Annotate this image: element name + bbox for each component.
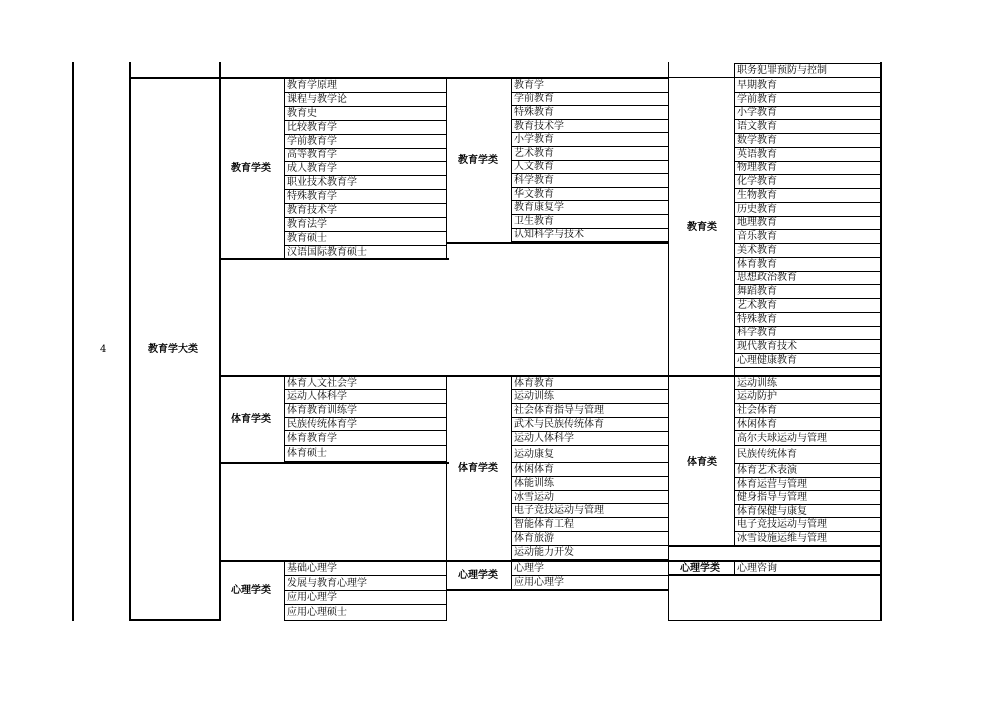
psy-undergrad-list-left: [284, 562, 285, 621]
pe-voc-item: 运动防护: [737, 391, 777, 402]
edu-undergrad-row-border: [284, 92, 446, 93]
pe-mid-item: 运动训练: [514, 391, 554, 402]
edu-voc-item: 英语教育: [737, 148, 777, 160]
pe-voc-row-border: [734, 463, 880, 464]
edu-voc-group-label: 教育类: [687, 222, 717, 233]
pe-voc-item: 高尔夫球运动与管理: [737, 432, 827, 444]
pe-voc-item: 体育艺术表演: [737, 465, 797, 476]
edu-voc-item: 心理健康教育: [737, 354, 797, 366]
pe-mid-item: 休闲体育: [514, 464, 554, 475]
pe-mid-row-border: [511, 445, 668, 446]
edu-voc-item: 学前教育: [737, 93, 777, 105]
edu-voc-item: 舞蹈教育: [737, 286, 777, 298]
edu-mid-item: 华文教育: [514, 188, 554, 200]
pe-mid-row-border: [511, 462, 668, 463]
edu-voc-row-border: [734, 188, 880, 189]
edu-voc-item: 地理教育: [737, 217, 777, 229]
psy-voc-bottom: [668, 574, 882, 576]
edu-mid-item: 教育技术学: [514, 120, 564, 132]
edu-undergrad-row-border: [284, 134, 446, 135]
psy-undergrad-item: 发展与教育心理学: [287, 577, 367, 589]
edu-mid-group-label: 教育学类: [458, 155, 498, 166]
edu-voc-row-border: [734, 353, 880, 354]
pe-undergrad-group-label: 体育学类: [231, 414, 271, 425]
edu-undergrad-item: 教育史: [287, 107, 317, 119]
pe-voc-item: 社会体育: [737, 405, 777, 416]
pe-mid-item: 运动康复: [514, 448, 554, 460]
edu-undergrad-item: 特殊教育学: [287, 191, 337, 203]
pe-mid-row-border: [511, 389, 668, 390]
psy-undergrad-item: 基础心理学: [287, 563, 337, 574]
pe-mid-item: 冰雪运动: [514, 491, 554, 503]
pe-undergrad-item: 体育教育训练学: [287, 405, 357, 416]
pe-mid-row-border: [511, 503, 668, 504]
psy-undergrad-row-border: [284, 604, 446, 605]
pe-undergrad-item: 体育硕士: [287, 448, 327, 459]
pe-voc-item: 休闲体育: [737, 418, 777, 430]
psy-block-top: [219, 560, 882, 562]
edu-undergrad-row-border: [284, 120, 446, 121]
edu-mid-item: 人文教育: [514, 161, 554, 173]
carry-top: [734, 63, 882, 64]
edu-mid-item: 学前教育: [514, 93, 554, 105]
pe-mid-group-label: 体育学类: [458, 463, 498, 474]
psy-undergrad-item: 应用心理硕士: [287, 607, 347, 618]
edu-voc-row-border: [734, 133, 880, 134]
mid-voc-border: [668, 62, 669, 621]
pe-undergrad-item: 体育教育学: [287, 432, 337, 444]
psy-undergrad-item: 应用心理学: [287, 592, 337, 603]
pe-voc-row-border: [734, 445, 880, 446]
edu-undergrad-item: 教育法学: [287, 218, 327, 230]
psy-voc-group-label: 心理学类: [680, 563, 720, 574]
pe-undergrad-item: 运动人体科学: [287, 391, 347, 402]
edu-mid-bottom: [446, 242, 669, 244]
edu-undergrad-row-border: [284, 231, 446, 232]
edu-mid-item: 小学教育: [514, 134, 554, 146]
pe-undergrad-row-border: [284, 389, 446, 390]
pe-voc-row-border: [734, 430, 880, 431]
pe-undergrad-row-border: [284, 430, 446, 431]
edu-mid-item: 特殊教育: [514, 107, 554, 118]
edu-voc-row-border: [734, 202, 880, 203]
edu-voc-item: 科学教育: [737, 327, 777, 339]
pe-mid-row-border: [511, 531, 668, 532]
pe-voc-group-label: 体育类: [687, 457, 717, 468]
edu-undergrad-item: 职业技术教育学: [287, 177, 357, 189]
edu-voc-row-border: [734, 257, 880, 258]
left-border: [72, 62, 74, 621]
edu-undergrad-item: 汉语国际教育硕士: [287, 246, 367, 258]
edu-voc-row-border: [734, 298, 880, 299]
psy-mid-list-left: [511, 562, 512, 590]
edu-undergrad-row-border: [284, 245, 446, 246]
row-number-border: [129, 62, 131, 621]
pe-undergrad-row-border: [284, 445, 446, 446]
pe-mid-item: 社会体育指导与管理: [514, 405, 604, 416]
pe-mid-row-border: [511, 431, 668, 432]
edu-undergrad-item: 教育硕士: [287, 232, 327, 244]
edu-voc-row-border: [734, 312, 880, 313]
edu-voc-row-border: [734, 243, 880, 244]
edu-undergrad-item: 教育学原理: [287, 79, 337, 91]
psy-mid-bottom: [446, 589, 669, 591]
pe-voc-row-border: [734, 389, 880, 390]
edu-voc-row-border: [734, 92, 880, 93]
edu-mid-item: 教育学: [514, 79, 544, 91]
pe-voc-item: 电子竞技运动与管理: [737, 519, 827, 530]
pe-mid-item: 电子竞技运动与管理: [514, 505, 604, 516]
edu-voc-row-border: [734, 367, 880, 368]
pe-mid-row-border: [511, 545, 668, 546]
edu-voc-item: 小学教育: [737, 107, 777, 119]
psy-mid-row-border: [511, 575, 668, 576]
edu-voc-item: 艺术教育: [737, 299, 777, 311]
edu-voc-item: 语文教育: [737, 121, 777, 133]
psy-mid-item: 应用心理学: [514, 577, 564, 588]
pe-mid-item: 运动能力开发: [514, 547, 574, 558]
pe-mid-list-left: [511, 377, 512, 560]
category-bottom: [129, 619, 221, 621]
edu-voc-item: 思想政治教育: [737, 272, 797, 284]
edu-undergrad-group-label: 教育学类: [231, 163, 271, 174]
pe-voc-item: 体育运营与管理: [737, 478, 807, 490]
edu-voc-item: 音乐教育: [737, 231, 777, 243]
edu-voc-item: 美术教育: [737, 244, 777, 256]
pe-voc-item: 体育保健与康复: [737, 505, 807, 517]
right-border: [880, 62, 882, 621]
psy-undergrad-row-border: [284, 590, 446, 591]
pe-undergrad-bottom: [219, 462, 449, 464]
top-carry-item: 职务犯罪预防与控制: [737, 65, 827, 76]
pe-mid-item: 体育教育: [514, 377, 554, 389]
pe-undergrad-row-border: [284, 403, 446, 404]
edu-undergrad-row-border: [284, 203, 446, 204]
pe-mid-item: 运动人体科学: [514, 433, 574, 444]
pe-undergrad-list-right: [446, 377, 447, 621]
pe-voc-row-border: [734, 490, 880, 491]
pe-mid-item: 体能训练: [514, 478, 554, 489]
psy-undergrad-row-border: [284, 620, 446, 621]
edu-voc-row-border: [734, 147, 880, 148]
edu-block-bottom: [219, 258, 449, 260]
edu-undergrad-item: 课程与教学论: [287, 93, 347, 105]
category-border: [219, 62, 221, 621]
psy-undergrad-row-border: [284, 575, 446, 576]
edu-undergrad-item: 高等教育学: [287, 149, 337, 161]
pe-mid-item: 智能体育工程: [514, 519, 574, 530]
edu-undergrad-row-border: [284, 106, 446, 107]
edu-mid-item: 科学教育: [514, 175, 554, 186]
edu-mid-item: 卫生教育: [514, 215, 554, 227]
edu-voc-item: 特殊教育: [737, 313, 777, 325]
pe-voc-bottom: [668, 545, 882, 547]
edu-voc-list-left: [734, 79, 735, 376]
pe-mid-row-border: [511, 417, 668, 418]
pe-mid-item: 体育旅游: [514, 533, 554, 544]
pe-voc-item: 冰雪设施运维与管理: [737, 533, 827, 544]
edu-undergrad-row-border: [284, 217, 446, 218]
pe-voc-item: 民族传统体育: [737, 449, 797, 460]
edu-voc-item: 物理教育: [737, 162, 777, 174]
major-category: 教育学大类: [148, 344, 198, 355]
pe-mid-row-border: [511, 476, 668, 477]
pe-voc-row-border: [734, 403, 880, 404]
pe-mid-row-border: [511, 403, 668, 404]
edu-undergrad-item: 比较教育学: [287, 121, 337, 133]
pe-voc-item: 健身指导与管理: [737, 492, 807, 503]
voc-bottom: [668, 620, 882, 621]
edu-voc-item: 现代教育技术: [737, 341, 797, 353]
pe-mid-row-border: [511, 517, 668, 518]
pe-undergrad-item: 体育人文社会学: [287, 377, 357, 389]
edu-mid-item: 艺术教育: [514, 147, 554, 159]
edu-undergrad-item: 教育技术学: [287, 205, 337, 217]
pe-undergrad-item: 民族传统体育学: [287, 418, 357, 430]
pe-voc-row-border: [734, 531, 880, 532]
row-number: 4: [100, 344, 107, 355]
edu-mid-item: 教育康复学: [514, 202, 564, 214]
edu-voc-item: 历史教育: [737, 203, 777, 215]
edu-undergrad-item: 成人教育学: [287, 163, 337, 175]
edu-voc-item: 生物教育: [737, 189, 777, 201]
edu-undergrad-list-right: [446, 79, 447, 259]
row-top-border: [129, 77, 669, 79]
psy-undergrad-group-label: 心理学类: [231, 585, 271, 596]
psy-mid-item: 心理学: [514, 563, 544, 574]
row-top-border-right: [668, 77, 882, 78]
edu-voc-item: 早期教育: [737, 79, 777, 91]
edu-voc-item: 数学教育: [737, 134, 777, 146]
psy-mid-group-label: 心理学类: [458, 570, 498, 581]
edu-voc-item: 化学教育: [737, 176, 777, 188]
pe-mid-item: 武术与民族传统体育: [514, 419, 604, 430]
edu-voc-item: 体育教育: [737, 258, 777, 270]
edu-mid-item: 认知科学与技术: [514, 229, 584, 241]
edu-undergrad-item: 学前教育学: [287, 135, 337, 147]
psy-voc-item: 心理咨询: [737, 562, 777, 574]
pe-voc-row-border: [734, 517, 880, 518]
pe-voc-item: 运动训练: [737, 377, 777, 389]
